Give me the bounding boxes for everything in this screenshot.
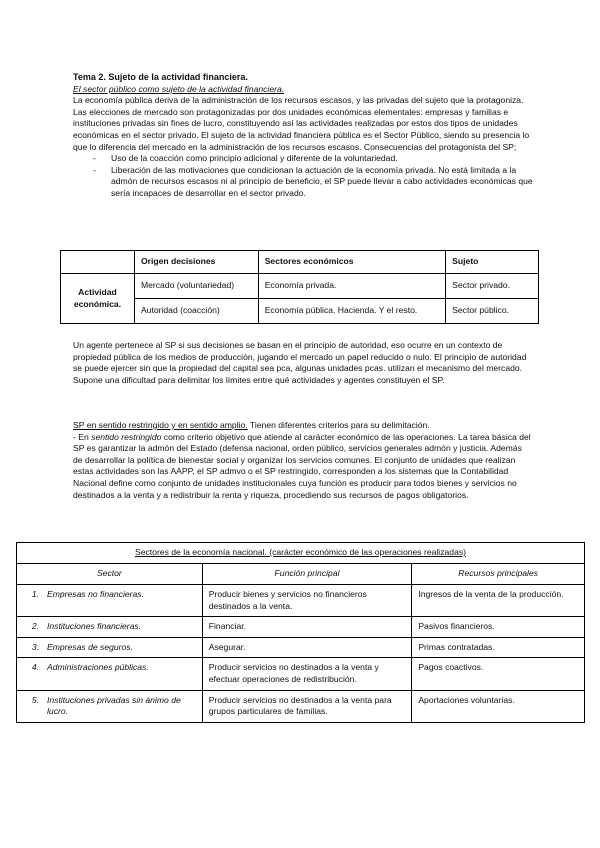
dash-prefix: - En — [73, 431, 92, 442]
sector-name: Administraciones públicas. — [47, 662, 149, 673]
italic-term: sentido restringido — [91, 431, 162, 442]
row-number: 1. — [31, 589, 39, 599]
restricted-sense-paragraph — [73, 420, 533, 501]
underlined-lead: SP en sentido restringido y en sentido amplio. — [73, 420, 248, 430]
sectors-table — [16, 542, 585, 723]
sector-name: Instituciones financieras. — [47, 621, 142, 632]
table-caption: Sectores de la economía nacional. (carácter económico de las operaciones realizadas) — [17, 543, 585, 564]
body-text: como criterio objetivo que atiende al carácter económico de las operaciones. La tarea básica del SP es garantizar la admón del Estado (defensa nacional, orden público, servicios generales admón y justicia. Además de desarrollar la política de bienestar social y organizar los servicios comunes. El conjunto de unidades que realizan estas actividades son las AAPP, el SP admvo o el SP restringido, corresponden a los sistemas que la Contabilidad Nacional define como conjunto de unidades institucionales cuya función es producir para todos bienes y servicios no destinados a la venta y a redistribuir la renta y riqueza, procediendo sus recursos de pagos obligatorios. — [73, 431, 531, 500]
section-title: Tema 2. Sujeto de la actividad financiera. — [73, 72, 248, 82]
table-row — [17, 585, 585, 617]
resources-cell: Aportaciones voluntarias. — [412, 690, 585, 722]
row-number: 2. — [31, 621, 39, 632]
table-row — [17, 617, 585, 638]
sector-name: Empresas de seguros. — [47, 641, 133, 652]
table-cell: Economía pública. Hacienda. Y el resto. — [258, 299, 445, 324]
authority-paragraph: Un agente pertenece al SP si sus decisiones se basan en el principio de autoridad, eso ocurre en un contexto de propiedad pública de los medios de producción, jugando el mercado un papel reducido o nulo. El principio de autoridad se puede ejercer sin que la propiedad del capital sea pca, algunas unidades pcas. utilizan el mecanismo del mercado. Supone una dificultad para delimitar los límites entre qué actividades y agentes constituyen el SP. — [73, 340, 527, 385]
function-cell: Producir bienes y servicios no financieros destinados a la venta. — [202, 585, 412, 617]
table-header-cell: Origen decisiones — [134, 251, 258, 274]
table-header-row — [17, 564, 585, 585]
consequences-list — [73, 153, 533, 199]
document-body — [73, 72, 533, 200]
table-cell: Sector privado. — [446, 274, 539, 299]
resources-cell: Ingresos de la venta de la producción. — [412, 585, 585, 617]
table-header-row — [61, 251, 539, 274]
table-header-cell: Función principal — [202, 564, 412, 585]
sector-name: Empresas no financieras. — [47, 589, 144, 599]
row-number: 3. — [31, 641, 39, 652]
table-header-cell: Sector — [17, 564, 203, 585]
table-header-cell: Sujeto — [446, 251, 539, 274]
function-cell: Producir servicios no destinados a la venta y efectuar operaciones de redistribución. — [202, 658, 412, 690]
table-cell: Autoridad (coacción) — [134, 299, 258, 324]
sector-name: Instituciones privadas sin ánimo de lucro. — [47, 694, 181, 717]
table-header-cell: Recursos principales — [412, 564, 585, 585]
function-cell: Financiar. — [202, 617, 412, 638]
function-cell: Asegurar. — [202, 637, 412, 658]
list-item: - Liberación de las motivaciones que condicionan la actuación de la economía privada. No está limitada a la admón de recursos escasos ni al principio de beneficio, el SP puede llevar a cabo actividades económicas que sería incapaces de desarrollar en el sector privado. — [93, 165, 533, 200]
table-row — [17, 658, 585, 690]
table-header-cell — [61, 251, 135, 274]
section-subtitle: El sector público como sujeto de la actividad financiera. — [73, 83, 285, 94]
table-cell: Economía privada. — [258, 274, 445, 299]
table-cell: Mercado (voluntariedad) — [134, 274, 258, 299]
row-label: Actividad económica. — [61, 274, 135, 324]
intro-paragraph: La economía pública deriva de la administración de los recursos escasos, y las privadas del sujeto que la protagoniza. Las elecciones de mercado son protagonizadas por dos unidades económicas elementales: empresas y familias e instituciones privadas sin fines de lucro, constituyendo así las actividades realizadas por estos dos tipos de unidades económicas en el sector privado. El sujeto de la actividad financiera pública es el Sector Público, siendo su presencia lo que lo diferencia del mercado en la administración de los recursos escasos. Consecuencias del protagonista del SP; — [73, 95, 530, 152]
table-row — [17, 637, 585, 658]
activity-table — [60, 250, 539, 324]
table-row — [17, 690, 585, 722]
table-cell: Sector público. — [446, 299, 539, 324]
resources-cell: Pasivos financieros. — [412, 617, 585, 638]
resources-cell: Primas contratadas. — [412, 637, 585, 658]
table-header-cell: Sectores económicos — [258, 251, 445, 274]
row-number: 5. — [31, 694, 39, 705]
table-row — [61, 274, 539, 299]
function-cell: Producir servicios no destinados a la venta para grupos particulares de familias. — [202, 690, 412, 722]
list-item: - Uso de la coacción como principio adicional y diferente de la voluntariedad. — [93, 153, 533, 165]
resources-cell: Pagos coactivos. — [412, 658, 585, 690]
table-caption-row — [17, 543, 585, 564]
row-number: 4. — [31, 662, 39, 673]
lead-rest: Tienen diferentes criterios para su delimitación. — [247, 420, 430, 430]
